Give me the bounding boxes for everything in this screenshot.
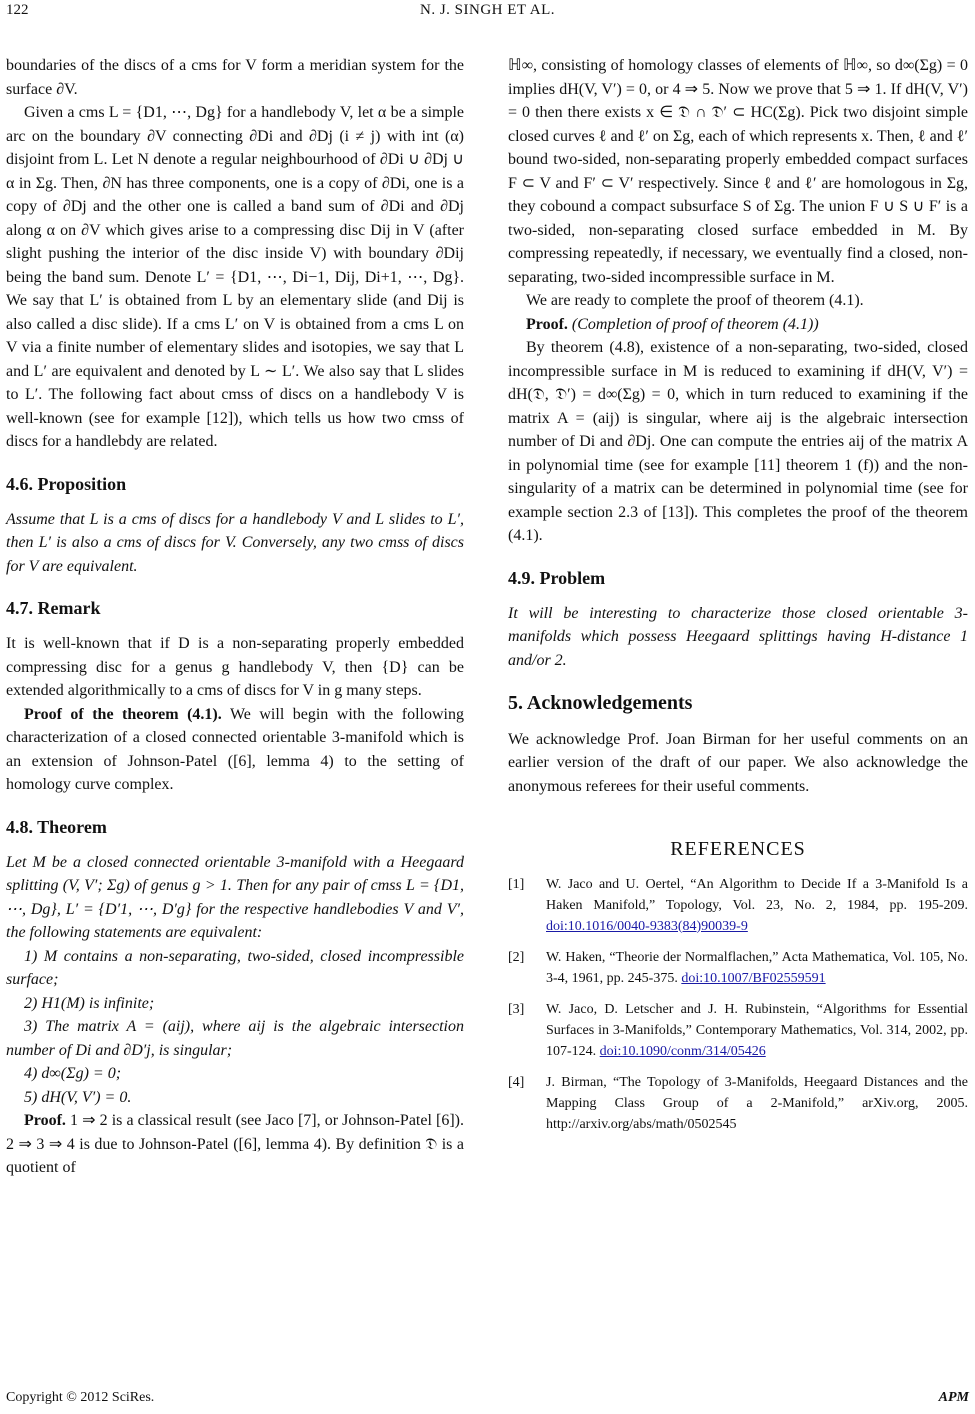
paragraph-continuation: boundaries of the discs of a cms for V form a meridian system for the surface ∂V. xyxy=(6,57,464,98)
right-column xyxy=(508,54,968,1145)
copyright-text: Copyright © 2012 SciRes. xyxy=(6,1390,155,1405)
remark-4-7-text: It is well-known that if D is a non-separating properly embedded compressing disc for a genus g handlebody V, then {D} can be extended algorithmically to a cms of discs for V in g many steps. xyxy=(6,635,464,699)
journal-abbrev: APM xyxy=(938,1390,969,1405)
running-authors: N. J. SINGH ET AL. xyxy=(420,2,555,18)
heading-proposition-4-6: 4.6. Proposition xyxy=(6,473,127,494)
heading-remark-4-7: 4.7. Remark xyxy=(6,598,101,618)
completion-proof-title: (Completion of proof of theorem (4.1)) xyxy=(571,315,819,333)
reference-item xyxy=(508,999,968,1062)
running-header xyxy=(0,0,975,30)
heading-problem-4-9: 4.9. Problem xyxy=(508,567,606,588)
proof-paragraph xyxy=(6,703,464,797)
reference-text: W. Haken, “Theorie der Normalflachen,” Acta Mathematica, Vol. 105, No. 3-4, 1961, pp. 245-375. xyxy=(546,949,968,986)
theorem-item: 2) H1(M) is infinite; xyxy=(24,994,155,1012)
references-title: REFERENCES xyxy=(670,838,806,860)
reference-text: J. Birman, “The Topology of 3-Manifolds, Heegaard Distances and the Mapping Class Group of a 2-Manifold,” arXiv.org, 2005. http://arxiv.org/abs/math/0502545 xyxy=(546,1074,968,1132)
doi-link[interactable]: doi:10.1007/BF02559591 xyxy=(681,970,826,986)
problem-4-9-text: It will be interesting to characterize those closed orientable 3-manifolds which possess Heegaard splittings having H-distance 1 and/or 2. xyxy=(508,604,968,669)
paragraph-completion: By theorem (4.8), existence of a non-separating, two-sided, closed incompressible surface in M is reduced to examining if dH(V, V′) = dH(𝔇, 𝔇′) = d∞(Σg) = 0, which in turn reduced to examining if the matrix A = (aij) is singular, where aij is the algebraic intersection number of Di and ∂Dj. One can compute the entries aij of the matrix A in polynomial time (see for example [11] theorem 1 (f)) and the non-singularity of a matrix can be determined in polynomial time (see for example section 2.3 of [13]). This completes the proof of the theorem (4.1). xyxy=(508,339,968,544)
reference-number: [1] xyxy=(508,876,525,892)
reference-item xyxy=(508,947,968,989)
reference-number: [2] xyxy=(508,949,525,965)
theorem-item: 3) The matrix A = (aij), where aij is the algebraic intersection number of Di and ∂D′j, is singular; xyxy=(6,1018,464,1059)
page-number: 122 xyxy=(6,2,29,18)
left-column xyxy=(6,54,464,1180)
doi-link[interactable]: doi:10.1090/conm/314/05426 xyxy=(599,1043,766,1059)
paragraph-proof-continuation: ℍ∞, consisting of homology classes of elements of ℍ∞, so d∞(Σg) = 0 implies dH(V, V′) = 0, or 4 ⇒ 5. Now we prove that 5 ⇒ 1. If dH(V, V′) = 0 then there exists x ∈ 𝔇 ∩ 𝔇′ ⊂ HC(Σg). Pick two disjoint simple closed curves ℓ and ℓ′ on Σg, each of which represents x. Then, ℓ and ℓ′ bound two-sided, non-separating properly embedded compact surfaces F ⊂ V and F′ ⊂ V′ respectively. Since ℓ and ℓ′ are homologous in Σg, they cobound a compact subsurface S of Σg. The union F ∪ S ∪ F′ is a two-sided, non-separating closed surface embedded in M. By compressing repeatedly, if necessary, we eventually find a closed, non-separating, two-sided incompressible surface in M. xyxy=(508,57,968,286)
proof2-paragraph xyxy=(6,1109,464,1180)
theorem-4-8-text: Let M be a closed connected orientable 3-manifold with a Heegaard splitting (V, V′; Σg) of genus g > 1. Then for any pair of cmss L = {D1, ⋯, Dg}, L′ = {D′1, ⋯, D′g} for the respective handlebodies V and V′, the following statements are equivalent: xyxy=(6,853,464,941)
proof-label: Proof of the theorem (4.1). xyxy=(24,705,222,723)
doi-link[interactable]: doi:10.1016/0040-9383(84)90039-9 xyxy=(546,918,748,934)
theorem-item: 5) dH(V, V′) = 0. xyxy=(24,1088,132,1106)
paragraph-ready: We are ready to complete the proof of theorem (4.1). xyxy=(526,292,864,309)
page-footer xyxy=(6,1390,969,1406)
completion-proof-label: Proof. xyxy=(526,315,568,333)
reference-text: W. Jaco, D. Letscher and J. H. Rubinstein, “Algorithms for Essential Surfaces in 3-Manifolds,” Contemporary Mathematics, Vol. 314, 2002, pp. 107-124. xyxy=(546,1001,968,1059)
theorem-item: 1) M contains a non-separating, two-sided, closed incompressible surface; xyxy=(6,947,464,988)
reference-item xyxy=(508,874,968,937)
reference-number: [4] xyxy=(508,1074,525,1090)
reference-number: [3] xyxy=(508,1001,525,1017)
proof2-text: 1 ⇒ 2 is a classical result (see Jaco [7], or Johnson-Patel [6]). 2 ⇒ 3 ⇒ 4 is due to Johnson-Patel ([6], lemma 4). By definition 𝔇 is a quotient of xyxy=(6,1112,464,1176)
proposition-4-6-text: Assume that L is a cms of discs for a handlebody V and L slides to L′, then L′ is also a cms of discs for V. Conversely, any two cmss of discs for V are equivalent. xyxy=(6,510,464,575)
heading-acknowledgements: 5. Acknowledgements xyxy=(508,692,693,714)
acknowledgements-text: We acknowledge Prof. Joan Birman for her useful comments on an earlier version of the draft of our paper. We also acknowledge the anonymous referees for their useful comments. xyxy=(508,730,968,795)
paragraph-band-sum: Given a cms L = {D1, ⋯, Dg} for a handlebody V, let α be a simple arc on the boundary ∂V connecting ∂Di and ∂Dj (i ≠ j) with int (α) disjoint from L. Let N denote a regular neighbourhood of ∂Di ∪ ∂Dj ∪ α in Σg. Then, ∂N has three components, one is a copy of ∂Di, one is a copy of ∂Dj and the other one is called a band sum of ∂Di and ∂Dj along α on ∂V which gives arise to a compressing disc Dij in V (after slight pushing the interior of the disc inside V) with boundary ∂Dij being the band sum. Denote L′ = {D1, ⋯, Di−1, Dij, Di+1, ⋯, Dg}. We say that L′ is obtained from L by an elementary slide (and Dij is also called a disc slide). If a cms L′ on V is obtained from a cms L on V via a finite number of elementary slides and isotopies, we say that L and L′ are equivalent and denoted by L ∼ L′. We also say that L slides to L′. The following fact about cmss of discs on a handlebody V is well-known (see for example [12]), which tells us how two cmss of discs for a handlebdy are related. xyxy=(6,104,464,450)
reference-item xyxy=(508,1072,968,1135)
proof2-label: Proof. xyxy=(24,1112,66,1129)
heading-theorem-4-8: 4.8. Theorem xyxy=(6,816,107,837)
reference-text: W. Jaco and U. Oertel, “An Algorithm to Decide If a 3-Manifold Is a Haken Manifold,” Topology, Vol. 23, No. 2, 1984, pp. 195-209. xyxy=(546,876,968,913)
proof-text: We will begin with the following characterization of a closed connected orientable 3-manifold which is an extension of Johnson-Patel ([6], lemma 4) to the setting of homology curve complex. xyxy=(6,705,464,793)
theorem-item: 4) d∞(Σg) = 0; xyxy=(24,1065,122,1082)
completion-proof-line xyxy=(508,313,968,337)
